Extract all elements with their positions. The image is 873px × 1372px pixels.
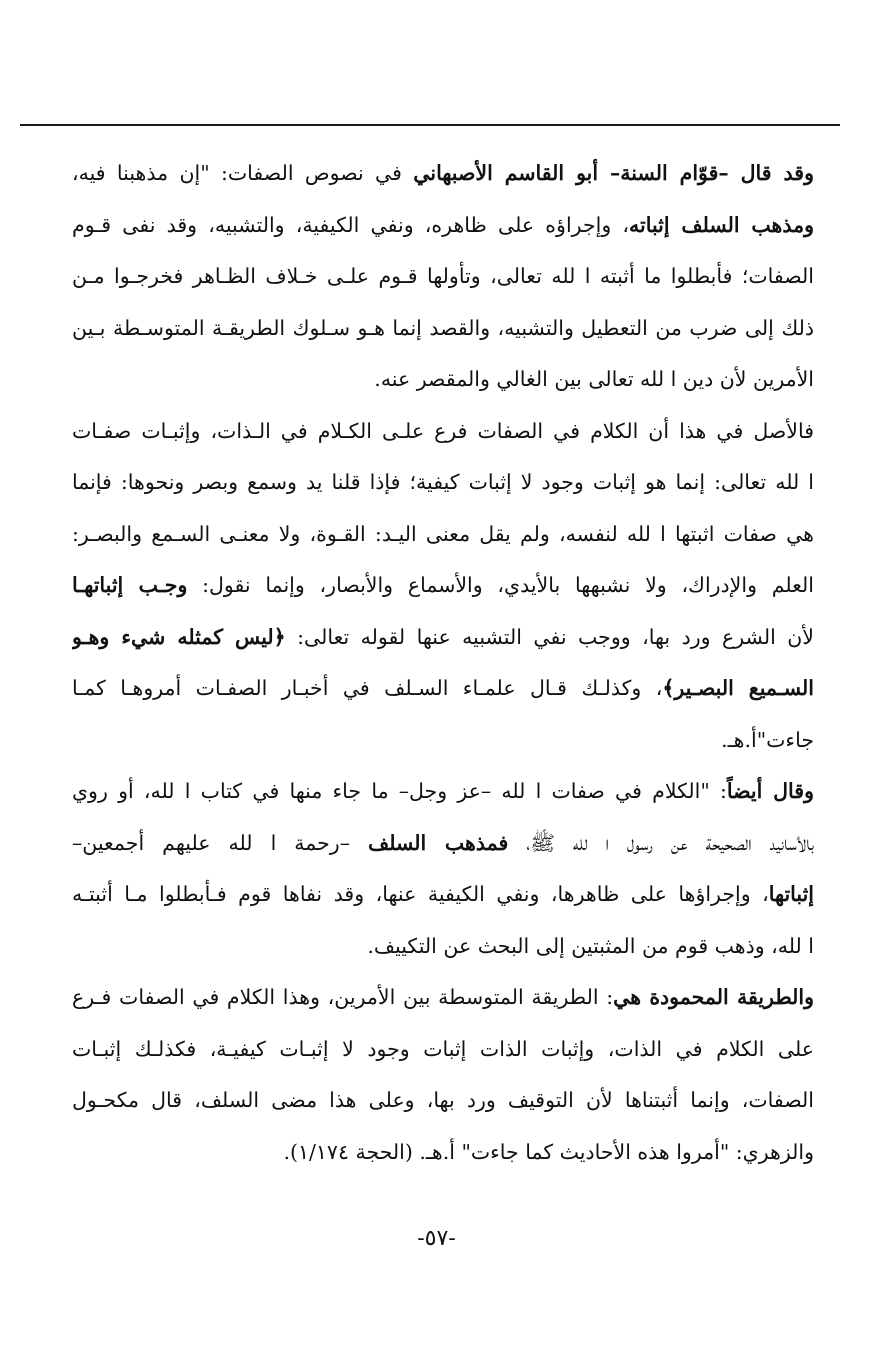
text-segment: –رحمة ا لله عليهم أجمعين– — [72, 830, 368, 855]
text-segment: فالأصل في هذا أن الكلام في الصفات فرع علـى الكـلام في الـذات، وإثبـات صفـات — [72, 418, 814, 443]
text-segment: : الطريقة المتوسطة بين الأمرين، وهذا الكلام في الصفات فـرع — [72, 985, 614, 1009]
text-line — [72, 354, 814, 406]
text-segment: الأمرين لأن دين ا لله تعالى بين الغالي والمقصر عنه. — [374, 367, 814, 391]
bold-text-segment: السـميع البصـير﴾ — [662, 676, 814, 700]
text-line — [72, 921, 814, 973]
text-line — [72, 148, 814, 200]
text-segment: على الكلام في الذات، وإثبات الذات إثبات وجود لا إثبـات كيفيـة، فكذلـك إثبـات — [72, 1036, 814, 1061]
text-line — [72, 1024, 814, 1076]
text-line — [72, 1127, 814, 1179]
bold-text-segment: وقال أيضاً — [726, 779, 814, 803]
text-line — [72, 509, 814, 561]
text-segment: والزهري: "أمروا هذه الأحاديث كما جاءت" أ.هـ. (الحجة ١/١٧٤). — [283, 1139, 814, 1164]
text-segment: ، وكذلـك قـال علمـاء السـلف في أخبـار الصفـات أمروهـا كمـا — [72, 676, 663, 700]
text-segment: ا لله تعالى: إنما هو إثبات وجود لا إثبات كيفية؛ فإذا قلنا يد وسمع وبصر ونحوها: فإنما — [72, 470, 814, 494]
text-segment: جاءت"أ.هـ. — [721, 727, 814, 752]
bold-text-segment: وقد قال –قوّام السنة– أبو القاسم الأصبهاني — [413, 161, 814, 185]
text-segment: ا لله، وذهب قوم من المثبتين إلى البحث عن التكييف. — [367, 933, 814, 958]
text-segment: العلم والإدراك، ولا نشبهها بالأيدي، والأسماع والأبصار، وإنما نقول: — [187, 573, 814, 597]
page-body — [72, 148, 814, 1178]
bold-text-segment: إثباتها — [768, 882, 814, 906]
text-line — [72, 560, 814, 612]
text-line — [72, 766, 814, 818]
text-segment: في نصوص الصفات: "إن مذهبنا فيه، — [72, 161, 414, 185]
text-line — [72, 1075, 814, 1127]
page-number: -٥٧- — [417, 1226, 456, 1251]
text-line — [72, 972, 814, 1024]
text-segment: : "الكلام في صفات ا لله –عز وجل– ما جاء منها في كتاب ا لله، أو روي — [72, 779, 727, 803]
text-segment: هي صفات اثبتها ا لله لنفسه، ولم يقل معنى اليـد: القـوة، ولا معنـى السـمع والبصـر: — [72, 521, 814, 546]
header-rule — [20, 124, 840, 126]
text-line — [72, 406, 814, 458]
text-segment: بالأسانيد الصحيحة عن رسول ا لله ﷺ، — [508, 830, 814, 855]
text-segment: ذلك إلى ضرب من التعطيل والتشبيه، والقصد إنما هـو سـلوك الطريقـة المتوسـطة بـين — [72, 315, 814, 340]
text-line — [72, 818, 814, 870]
text-segment: الصفات؛ فأبطلوا ما أثبته ا لله تعالى، وتأولها قـوم علـى خـلاف الظـاهر فخرجـوا مـن — [72, 264, 814, 288]
text-line — [72, 715, 814, 767]
text-segment: لأن الشرع ورد بها، ووجب نفي التشبيه عنها لقوله تعالى: — [285, 624, 814, 649]
bold-text-segment: فمذهب السلف — [368, 830, 509, 855]
text-segment: ، وإجراؤه على ظاهره، ونفي الكيفية، والتشبيه، وقد نفى قـوم — [72, 212, 630, 237]
text-line — [72, 303, 814, 355]
text-segment: الصفات، وإنما أثبتناها لأن التوقيف ورد بها، وعلى هذا مضى السلف، قال مكحـول — [72, 1088, 814, 1112]
text-segment: ، وإجراؤها على ظاهرها، ونفي الكيفية عنها، وقد نفاها قوم فـأبطلوا مـا أثبتـه — [72, 882, 769, 906]
text-line — [72, 869, 814, 921]
text-line — [72, 251, 814, 303]
text-line — [72, 457, 814, 509]
text-line — [72, 612, 814, 664]
bold-text-segment: ومذهب السلف إثباته — [629, 212, 814, 237]
bold-text-segment: ﴿ليس كمثله شيء وهـو — [72, 624, 286, 649]
bold-text-segment: وجـب إثباتهـا — [72, 573, 188, 597]
text-line — [72, 663, 814, 715]
text-line — [72, 200, 814, 252]
bold-text-segment: والطريقة المحمودة هي — [613, 985, 814, 1009]
